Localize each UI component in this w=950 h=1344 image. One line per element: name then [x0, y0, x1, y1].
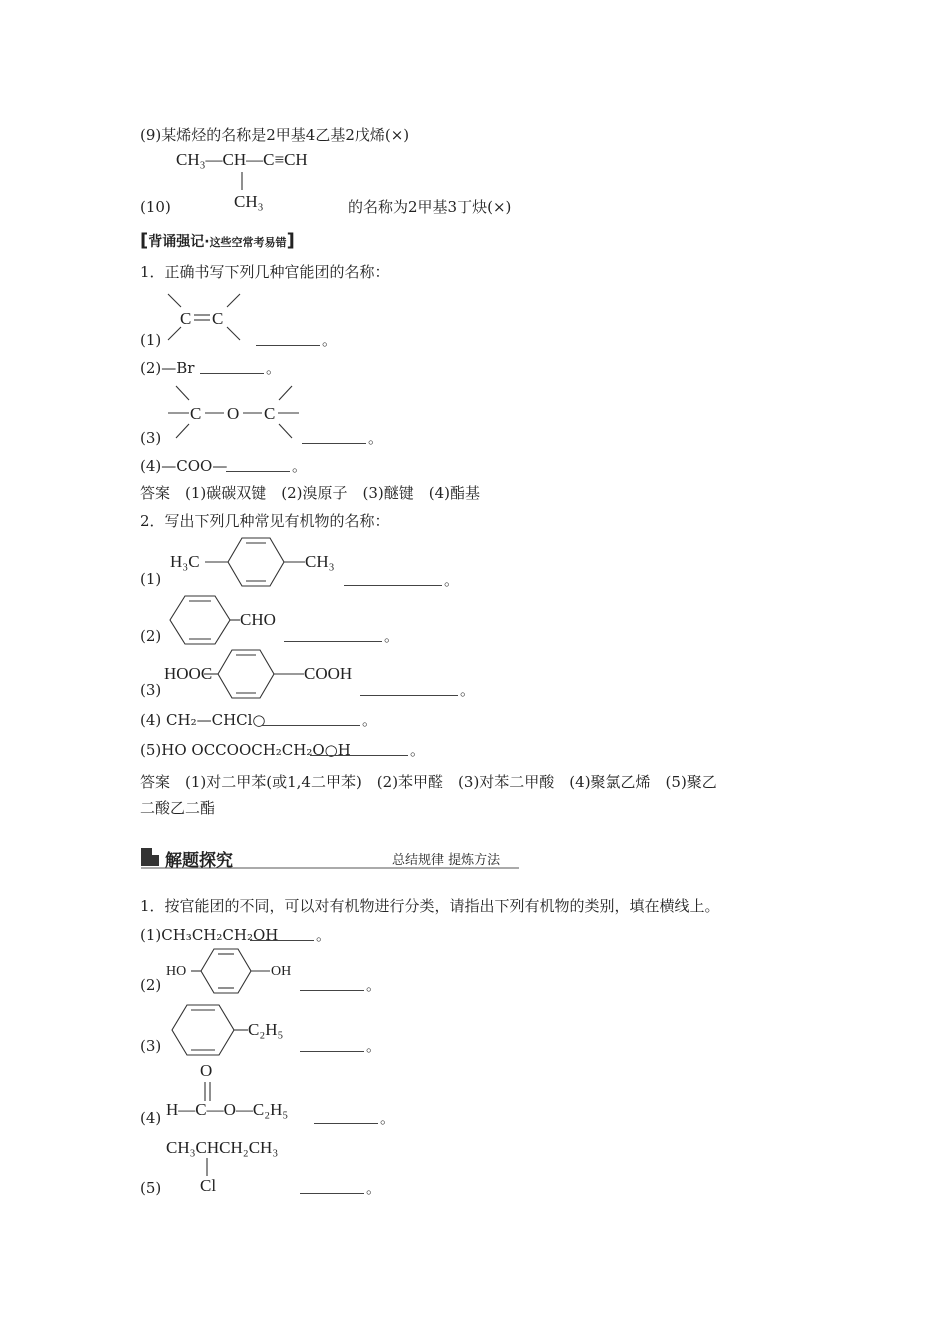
- period: 。: [460, 681, 476, 699]
- sec1-title: 1．正确书写下列几种官能团的名称：: [140, 263, 390, 281]
- hydroquinone-left: HO: [166, 964, 187, 979]
- svg-text:C: C: [190, 404, 202, 423]
- sec3-item1: (1)CH₃CH₂CH₂OH: [140, 926, 279, 944]
- period: 。: [316, 926, 332, 944]
- section-header-title: 解题探究: [165, 851, 233, 871]
- benzaldehyde-group: CHO: [240, 610, 276, 629]
- section-header-subtitle: 总结规律 提炼方法: [392, 853, 501, 868]
- sec2-answer-line2: 二酸乙二酯: [140, 799, 216, 817]
- benzene-ring-4: [191, 949, 270, 993]
- sec3-item5-label: (5): [140, 1179, 162, 1197]
- chlorobutane-chain: CH₃CHCH₂CH₃: [166, 1138, 279, 1157]
- benzene-ring-5: [172, 1005, 248, 1055]
- terephthalic-right: COOH: [304, 664, 353, 683]
- period: 。: [322, 331, 338, 349]
- sec2-item1-label: (1): [140, 570, 162, 588]
- bracket-left-icon: [: [140, 230, 149, 251]
- question-10-number: (10): [140, 198, 171, 216]
- period: 。: [362, 711, 378, 729]
- sec1-item4: (4)—COO—: [140, 457, 228, 475]
- banner-subtitle: 这些空常考易错: [209, 236, 287, 249]
- terephthalic-left: HOOC: [164, 664, 213, 683]
- period: 。: [366, 1037, 382, 1055]
- ethyl-formate-formula: H—C—O—C₂H₅: [166, 1100, 289, 1119]
- sec3-item4-label: (4): [140, 1109, 162, 1127]
- sec3-title: 1．按官能团的不同，可以对有机物进行分类，请指出下列有机物的类别，填在横线上。: [140, 897, 720, 915]
- period: 。: [368, 429, 384, 447]
- sec1-item2: (2)—Br: [140, 359, 195, 377]
- svg-text:C: C: [212, 309, 224, 328]
- chlorobutane-cl: Cl: [200, 1176, 217, 1195]
- sec2-title: 2．写出下列几种常见有机物的名称：: [140, 512, 390, 530]
- answer-blank-3-3[interactable]: [300, 1051, 364, 1052]
- answer-blank-3-4[interactable]: [314, 1123, 378, 1124]
- carbonyl-oxygen: O: [200, 1061, 213, 1080]
- period: 。: [366, 1179, 382, 1197]
- sec3-item2-label: (2): [140, 976, 162, 994]
- q10-formula: CH₃—CH—C≡CH: [176, 150, 308, 169]
- period: 。: [366, 976, 382, 994]
- banner-separator: ·: [204, 234, 210, 250]
- carbonyl-bond: [205, 1082, 210, 1101]
- p-xylene-left: H₃C: [170, 552, 200, 571]
- period: 。: [384, 627, 400, 645]
- question-9: (9)某烯烃的名称是2甲基4乙基2戊烯(×): [140, 126, 410, 144]
- bracket-right-icon: ]: [286, 230, 295, 251]
- answer-blank-3-2[interactable]: [300, 990, 364, 991]
- sec2-answer-line1: 答案 (1)对二甲苯(或1,4二甲苯) (2)苯甲醛 (3)对苯二甲酸 (4)聚氯乙烯 (5)聚乙: [140, 773, 717, 791]
- svg-text:C: C: [264, 404, 276, 423]
- period: 。: [292, 457, 308, 475]
- hydroquinone-right: OH: [271, 964, 292, 979]
- sec3-item3-label: (3): [140, 1037, 162, 1055]
- q10-substituent: CH₃: [234, 192, 264, 211]
- svg-text:C: C: [180, 309, 192, 328]
- period: 。: [444, 571, 460, 589]
- banner-title: 背诵强记: [148, 234, 205, 250]
- sec2-item5: (5)HO OCCOOCH₂CH₂O○H: [140, 741, 351, 759]
- sec1-item1-label: (1): [140, 331, 162, 349]
- ethyl-group: C₂H₅: [248, 1020, 284, 1039]
- sec2-item2-label: (2): [140, 627, 162, 645]
- svg-text:O: O: [227, 404, 240, 423]
- sec1-answer: 答案 (1)碳碳双键 (2)溴原子 (3)醚键 (4)酯基: [140, 484, 480, 502]
- answer-blank-3-5[interactable]: [300, 1193, 364, 1194]
- sec2-item3-label: (3): [140, 681, 162, 699]
- period: 。: [410, 741, 426, 759]
- p-xylene-right: CH₃: [305, 552, 335, 571]
- question-10-text: 的名称为2甲基3丁炔(×): [348, 198, 512, 216]
- period: 。: [266, 359, 282, 377]
- sec1-item3-label: (3): [140, 429, 162, 447]
- period: 。: [380, 1109, 396, 1127]
- sec2-item4: (4) CH₂—CHCl○: [140, 711, 266, 729]
